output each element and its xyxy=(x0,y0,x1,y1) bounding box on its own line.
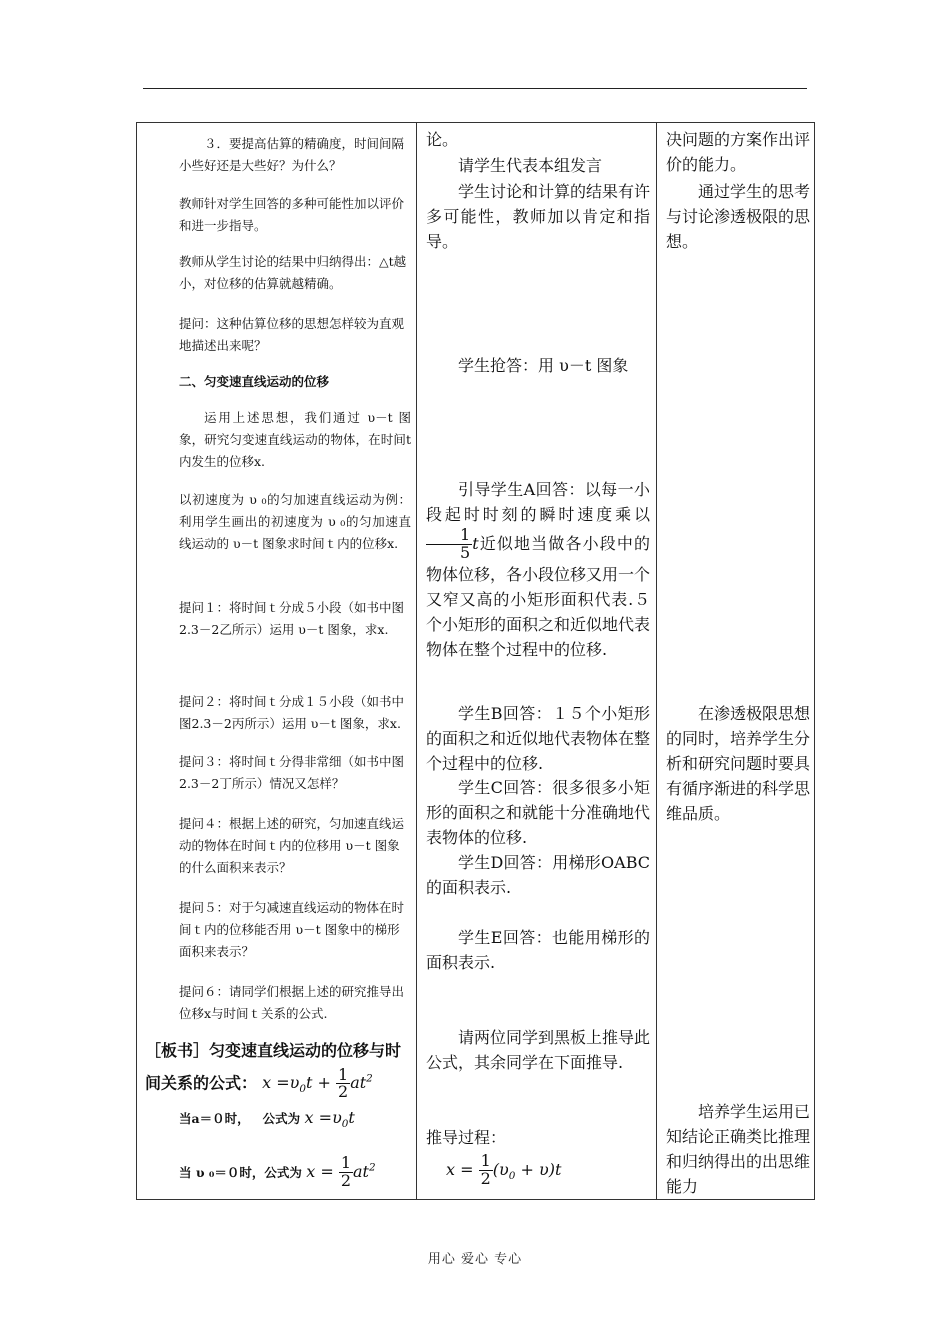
design-intent-column xyxy=(657,123,816,1199)
intent-text-0: 决问题的方案作出评价的能力。 xyxy=(666,130,811,174)
teacher-activity-column xyxy=(137,123,416,1199)
derivation-formula: x = $\frac{1}{2}$ $(\upsilon_0 + \upsilon)t$ xyxy=(446,1151,562,1188)
intent-text-3: 培养学生运用已知结论正确类比推理和归纳得出的出思维能力 xyxy=(666,1102,811,1196)
student-text-0: 论。 xyxy=(426,130,459,149)
case-a-zero-formula-label: 公式为 xyxy=(262,1111,301,1126)
student-text-1: 请学生代表本组发言 xyxy=(458,156,603,175)
intent-text-2: 在渗透极限思想的同时，培养学生分析和研究问题时要具有循序渐进的科学思维品质。 xyxy=(666,704,811,823)
hint-2: 提问２：将时间ｔ分成１５小段（如书中图2.3－2丙所示）运用 υ－t 图象，求x. xyxy=(179,694,405,731)
teacher-note-3: 提问：这种估算位移的思想怎样较为直观地描述出来呢？ xyxy=(179,316,405,353)
case-v0-zero-label: 当 υ ₀＝０时，公式为 xyxy=(179,1164,302,1180)
section-heading: 二、匀变速直线运动的位移 xyxy=(179,374,330,389)
student-task: 请两位同学到黑板上推导此公式，其余同学在下面推导. xyxy=(426,1028,651,1072)
fraction-fifth-t: $\frac{1}{5}$ t xyxy=(426,534,479,553)
intent-text-1: 通过学生的思考与讨论渗透极限的思想。 xyxy=(666,182,811,251)
paragraph-example: 以初速度为 υ ₀的匀加速直线运动为例：利用学生画出的初速度为 υ ₀的匀加速直线运动的 υ－t 图象求时间ｔ内的位移x. xyxy=(179,492,411,551)
student-answer-a-pre: 引导学生A回答：以每一小段起时时刻的瞬时速度乘以 xyxy=(426,480,650,524)
paragraph-method: 运用上述思想，我们通过 υ－t 图象，研究匀变速直线运动的物体，在时间t内发生的位移x. xyxy=(179,410,411,469)
lesson-table xyxy=(136,122,815,1200)
hint-6: 提问６：请同学们根据上述的研究推导出位移x与时间ｔ关系的公式. xyxy=(179,984,405,1021)
hint-1: 提问１：将时间ｔ分成５小段（如书中图2.3－2乙所示）运用 υ－t 图象，求x. xyxy=(179,600,405,637)
student-answer-a-post: 近似地当做各小段中的物体位移，各小段位移又用一个又窄又高的小矩形面积代表.５个小矩形的面积之和近似地代表物体在整个过程中的位移. xyxy=(426,533,651,659)
displacement-formula: $x =\upsilon_0t$ + $\frac{1}{2}$ $at^2$ xyxy=(262,1064,373,1102)
case-v0-zero-formula: x = $\frac{1}{2}$ $at^2$ xyxy=(306,1153,376,1190)
board-note xyxy=(145,1037,411,1104)
derivation-label: 推导过程： xyxy=(426,1128,507,1147)
page-footer: 用心 爱心 专心 xyxy=(427,1252,523,1267)
student-text-2: 学生讨论和计算的结果有许多可能性，教师加以肯定和指导。 xyxy=(426,182,651,251)
hint-4: 提问４：根据上述的研究，匀加速直线运动的物体在时间ｔ内的位移用 υ－t 图象的什么面积来表示？ xyxy=(179,816,405,875)
case-a-zero-formula: $x =\upsilon_0t$ xyxy=(304,1108,355,1131)
header-rule xyxy=(143,88,807,89)
hint-3: 提问３：将时间ｔ分得非常细（如书中图2.3－2丁所示）情况又怎样？ xyxy=(179,754,405,791)
student-answer-d: 学生D回答：用梯形OABC的面积表示. xyxy=(426,853,650,897)
student-text-3: 学生抢答：用 υ－t 图象 xyxy=(458,356,629,375)
student-answer-a xyxy=(426,477,650,662)
hint-5: 提问５：对于匀减速直线运动的物体在时间ｔ内的位移能否用 υ－t 图象中的梯形面积来表示？ xyxy=(179,900,405,959)
student-answer-b: 学生B回答：１５个小矩形的面积之和近似地代表物体在整个过程中的位移. xyxy=(426,704,651,773)
case-v0-zero xyxy=(179,1155,411,1190)
case-a-zero xyxy=(179,1105,411,1137)
case-a-zero-label: 当a＝０时， xyxy=(179,1111,250,1126)
board-note-label: ［板书］匀变速直线运动的位移与时间关系的公式： xyxy=(145,1041,402,1093)
student-answer-e: 学生E回答：也能用梯形的面积表示. xyxy=(426,928,650,972)
question-3: ３．要提高估算的精确度，时间间隔小些好还是大些好？为什么？ xyxy=(179,136,405,173)
teacher-note-1: 教师针对学生回答的多种可能性加以评价和进一步指导。 xyxy=(179,196,405,233)
teacher-note-2: 教师从学生讨论的结果中归纳得出：△t越小，对位移的估算就越精确。 xyxy=(179,254,407,291)
student-answer-c: 学生C回答：很多很多小矩形的面积之和就能十分准确地代表物体的位移. xyxy=(426,778,651,847)
student-activity-column xyxy=(417,123,656,1199)
